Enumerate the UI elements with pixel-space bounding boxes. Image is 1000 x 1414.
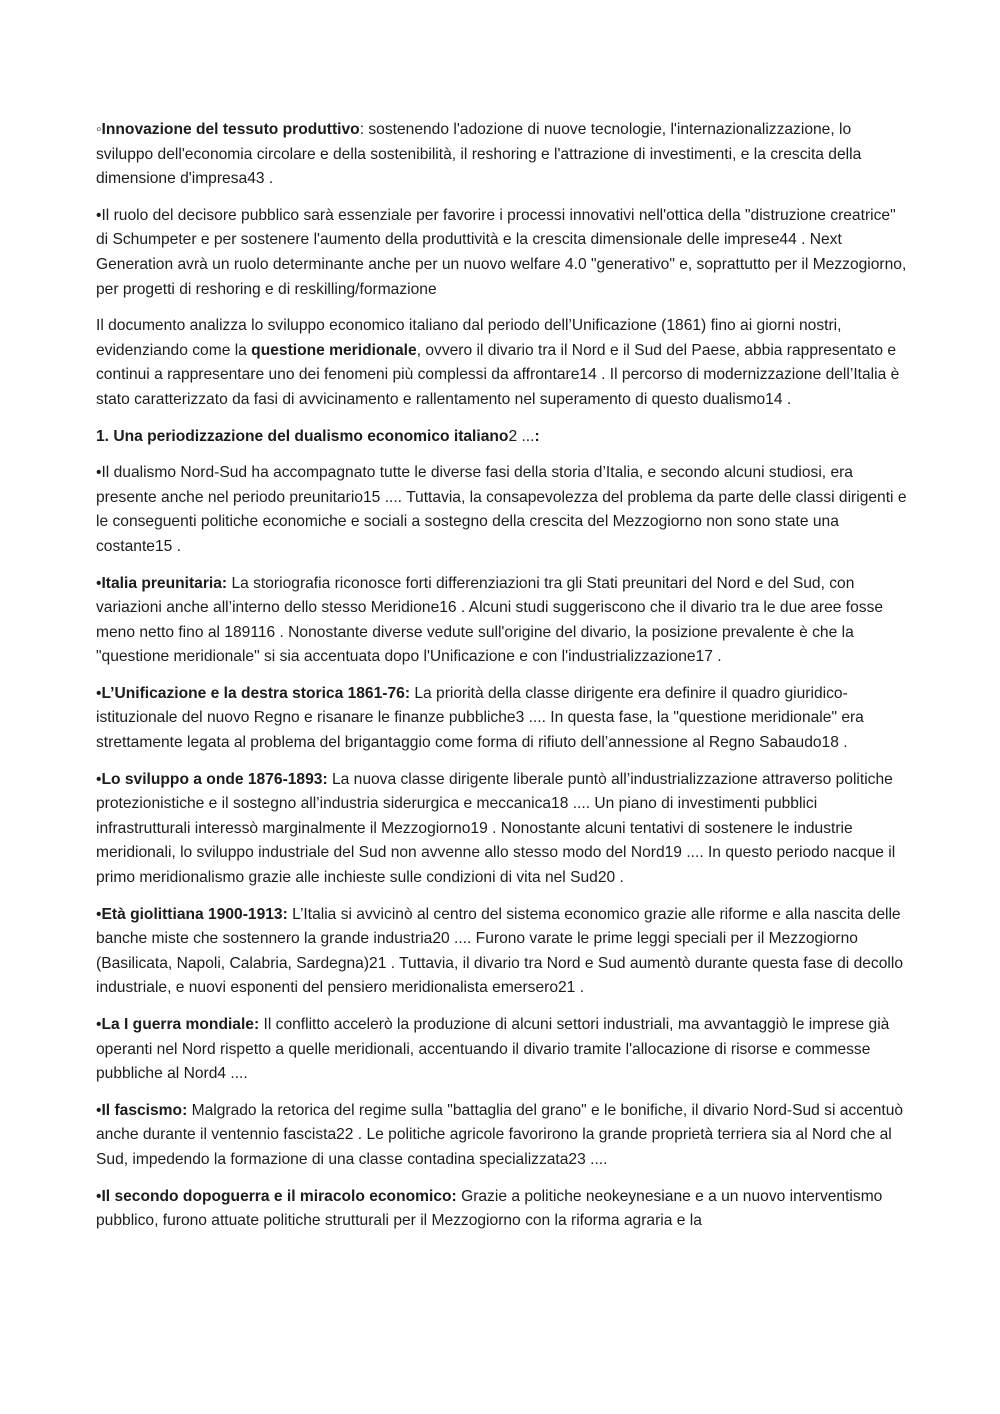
paragraph-sviluppo-onde [96, 768, 908, 891]
paragraph-dualismo [96, 461, 908, 559]
bold-term: questione meridionale [251, 341, 417, 359]
paragraph-text: Malgrado la retorica del regime sulla "battaglia del grano" e le bonifiche, il divario Nord-Sud si accentuò anche durante il ventennio fascista22 . Le politiche agricole favorirono la grande proprietà terriera sia al Nord che al Sud, impedendo la formazione di una classe contadina specializzata23 .... [96, 1101, 904, 1168]
paragraph-documento [96, 314, 908, 412]
bold-term: La I guerra mondiale: [101, 1016, 260, 1033]
heading-text: 1. Una periodizzazione del dualismo economico italiano [96, 427, 509, 445]
paragraph-text: La storiografia riconosce forti differenziazioni tra gli Stati preunitari del Nord e del Sud, con variazioni anche all’interno dello stesso Meridione16 . Alcuni studi suggeriscono che il divario tra le due aree fosse meno netto fino al 189116 . Nonostante diverse vedute sull'origine del divario, la posizione prevalente è che la "questione meridionale" si sia accentuata dopo l'Unificazione e con l'industrializzazione17 . [96, 574, 884, 666]
bold-term: Innovazione del tessuto produttivo [101, 121, 360, 138]
paragraph-text: Il dualismo Nord-Sud ha accompagnato tutte le diverse fasi della storia d’Italia, e secondo alcuni studiosi, era presente anche nel periodo preunitario15 .... Tuttavia, la consapevolezza del problema da parte delle classi dirigenti e le conseguenti politiche economiche e sociali a sostegno della crescita del Mezzogiorno non sono state una costante15 . [96, 464, 907, 555]
bold-term: Il fascismo: [101, 1101, 188, 1119]
bold-term: Italia preunitaria: [101, 574, 228, 592]
paragraph-text: : sostenendo l'adozione di nuove tecnologie, l'internazionalizzazione, lo sviluppo dell'economia circolare e della sostenibilità, il reshoring e l'attrazione di investimenti, e la crescita della dimensione d'impresa43 . [96, 121, 862, 188]
heading-ref: 2 ... [508, 427, 535, 445]
paragraph-fascismo [96, 1099, 908, 1173]
paragraph-text: , ovvero il divario tra il Nord e il Sud del Paese, abbia rappresentato e continui a rappresentare uno dei fenomeni più complessi da affrontare14 . Il percorso di modernizzazione dell’Italia è stato caratterizzato da fasi di avvicinamento e rallentamento nel superamento di questo dualismo14 . [96, 341, 900, 408]
bullet: • [96, 574, 102, 592]
paragraph-giolittiana [96, 903, 908, 1001]
bullet: • [96, 684, 102, 702]
bullet: • [96, 206, 102, 224]
paragraph-dopoguerra [96, 1185, 908, 1234]
paragraph-text: L’Italia si avvicinò al centro del sistema economico grazie alle riforme e alla nascita delle banche miste che sostennero la grande industria20 .... Furono varate le prime leggi speciali per il Mezzogiorno (Basilicata, Napoli, Calabria, Sardegna)21 . Tuttavia, il divario tra Nord e Sud aumentò durante questa fase di decollo industriale, e nuovi esponenti del pensiero meridionalista emersero21 . [96, 905, 903, 997]
paragraph-text: Il conflitto accelerò la produzione di alcuni settori industriali, ma avvantaggiò le imprese già operanti nel Nord rispetto a quelle meridionali, accentuando il divario tramite l'allocazione di risorse e commesse pubbliche al Nord4 .... [96, 1016, 890, 1083]
paragraph-text: Il ruolo del decisore pubblico sarà essenziale per favorire i processi innovativi nell'ottica della "distruzione creatrice" di Schumpeter e per sostenere l'aumento della produttività e la crescita dimensionale delle imprese44 . Next Generation avrà un ruolo determinante anche per un nuovo welfare 4.0 "generativo" e, soprattutto per il Mezzogiorno, per progetti di reshoring e di reskilling/formazione [96, 206, 907, 298]
paragraph-text: La priorità della classe dirigente era definire il quadro giuridico-istituzionale del nuovo Regno e risanare le finanze pubbliche3 .... In questa fase, la "questione meridionale" era strettamente legata al problema del brigantaggio come forma di rifiuto dell’annessione al Regno Sabaudo18 . [96, 684, 864, 752]
paragraph-text: Il documento analizza lo sviluppo economico italiano dal periodo dell’Unificazione (1861) fino ai giorni nostri, evidenziando come la [96, 317, 842, 359]
bullet: • [96, 1187, 102, 1205]
document-page [96, 118, 908, 1246]
section-heading [96, 425, 908, 450]
bullet: • [96, 770, 102, 788]
bold-term: Il secondo dopoguerra e il miracolo economico: [101, 1187, 457, 1205]
paragraph-guerra-mondiale [96, 1013, 908, 1087]
bullet: • [96, 905, 102, 923]
bullet: • [96, 1016, 102, 1033]
paragraph-preunitaria [96, 572, 908, 670]
bullet: • [96, 1101, 102, 1119]
bullet: • [96, 464, 102, 482]
paragraph-decisore-pubblico [96, 204, 908, 302]
heading-colon: : [534, 427, 540, 445]
paragraph-innovazione [96, 118, 908, 192]
bold-term: L’Unificazione e la destra storica 1861-76: [101, 684, 411, 702]
paragraph-unificazione [96, 682, 908, 756]
paragraph-text: La nuova classe dirigente liberale puntò all’industrializzazione attraverso politiche protezionistiche e il sostegno all’industria siderurgica e meccanica18 .... Un piano di investimenti pubblici infrastrutturali interessò marginalmente il Mezzogiorno19 . Nonostante alcuni tentativi di sostenere le industrie meridionali, lo sviluppo industriale del Sud non avvenne allo stesso modo del Nord19 .... In questo periodo nacque il primo meridionalismo grazie alle inchieste sulle condizioni di vita nel Sud20 . [96, 770, 896, 887]
bold-term: Età giolittiana 1900-1913: [101, 905, 288, 923]
bullet: ◦ [96, 121, 102, 138]
bold-term: Lo sviluppo a onde 1876-1893: [101, 770, 328, 788]
paragraph-text: Grazie a politiche neokeynesiane e a un nuovo interventismo pubblico, furono attuate politiche strutturali per il Mezzogiorno con la riforma agraria e la [96, 1187, 883, 1230]
